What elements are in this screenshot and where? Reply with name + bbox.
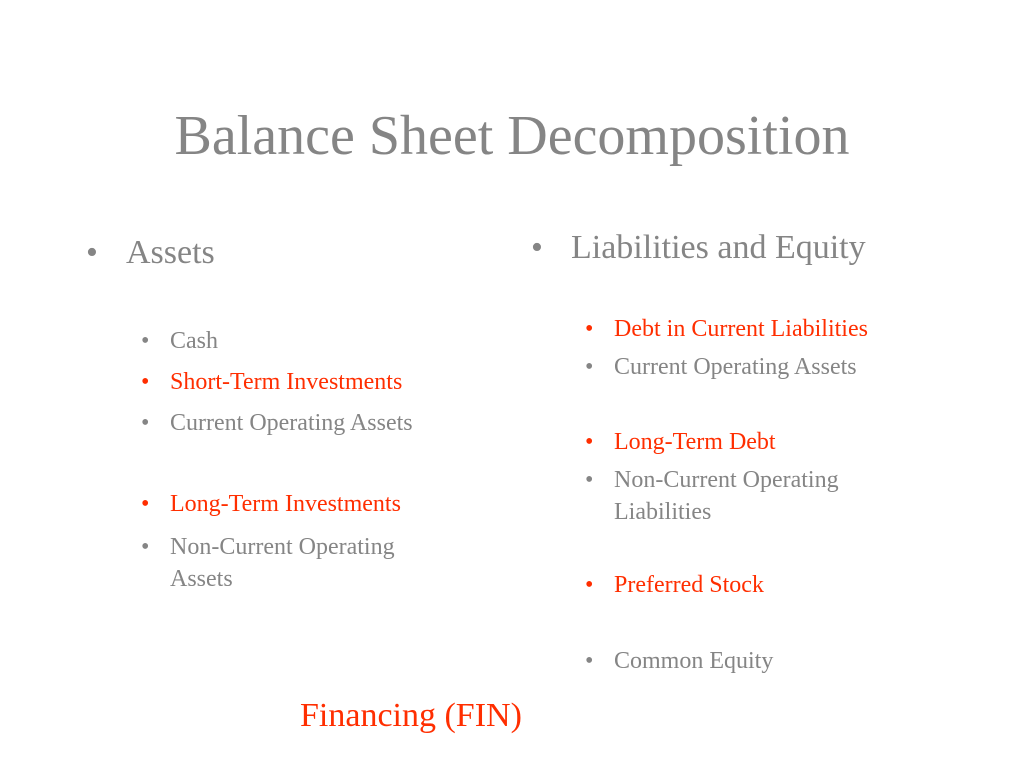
list-item bbox=[585, 351, 857, 383]
bullet-icon: • bbox=[141, 369, 150, 395]
list-item-label: Current Operating Assets bbox=[170, 410, 413, 436]
liabilities-equity-heading bbox=[531, 228, 866, 268]
list-item-label: Short-Term Investments bbox=[170, 369, 403, 395]
bullet-icon: • bbox=[585, 648, 594, 674]
bullet-icon: • bbox=[585, 572, 594, 598]
financing-label: Financing (FIN) bbox=[300, 697, 522, 734]
list-item-label: Preferred Stock bbox=[614, 572, 764, 598]
list-item-label: Common Equity bbox=[614, 648, 774, 674]
list-item-label: Long-Term Investments bbox=[170, 491, 401, 517]
bullet-icon: • bbox=[585, 429, 594, 455]
list-item bbox=[141, 325, 218, 357]
list-item-label: Non-Current Operating bbox=[614, 467, 839, 493]
bullet-icon: • bbox=[141, 328, 150, 354]
list-item-label: Debt in Current Liabilities bbox=[614, 316, 868, 342]
bullet-icon: • bbox=[585, 467, 594, 493]
list-item bbox=[585, 569, 764, 601]
list-item bbox=[141, 407, 413, 439]
list-item-label-continued: Assets bbox=[170, 566, 233, 592]
bullet-icon: • bbox=[585, 316, 594, 342]
bullet-icon: • bbox=[86, 234, 98, 271]
list-item bbox=[141, 366, 402, 398]
bullet-icon: • bbox=[141, 534, 150, 560]
bullet-icon: • bbox=[141, 410, 150, 436]
list-item bbox=[141, 531, 395, 595]
list-item bbox=[585, 313, 868, 345]
list-item bbox=[585, 426, 776, 458]
bullet-icon: • bbox=[141, 491, 150, 517]
list-item-label: Cash bbox=[170, 328, 218, 354]
assets-heading-label: Assets bbox=[126, 234, 215, 271]
bullet-icon: • bbox=[585, 354, 594, 380]
assets-heading bbox=[86, 233, 215, 273]
list-item-label: Non-Current Operating bbox=[170, 534, 395, 560]
list-item bbox=[585, 464, 839, 528]
list-item bbox=[141, 488, 401, 520]
list-item-label: Current Operating Assets bbox=[614, 354, 857, 380]
bullet-icon: • bbox=[531, 229, 543, 266]
slide-title: Balance Sheet Decomposition bbox=[174, 105, 850, 167]
list-item bbox=[585, 645, 773, 677]
list-item-label-continued: Liabilities bbox=[614, 499, 712, 525]
liabilities-equity-heading-label: Liabilities and Equity bbox=[571, 229, 866, 266]
list-item-label: Long-Term Debt bbox=[614, 429, 776, 455]
